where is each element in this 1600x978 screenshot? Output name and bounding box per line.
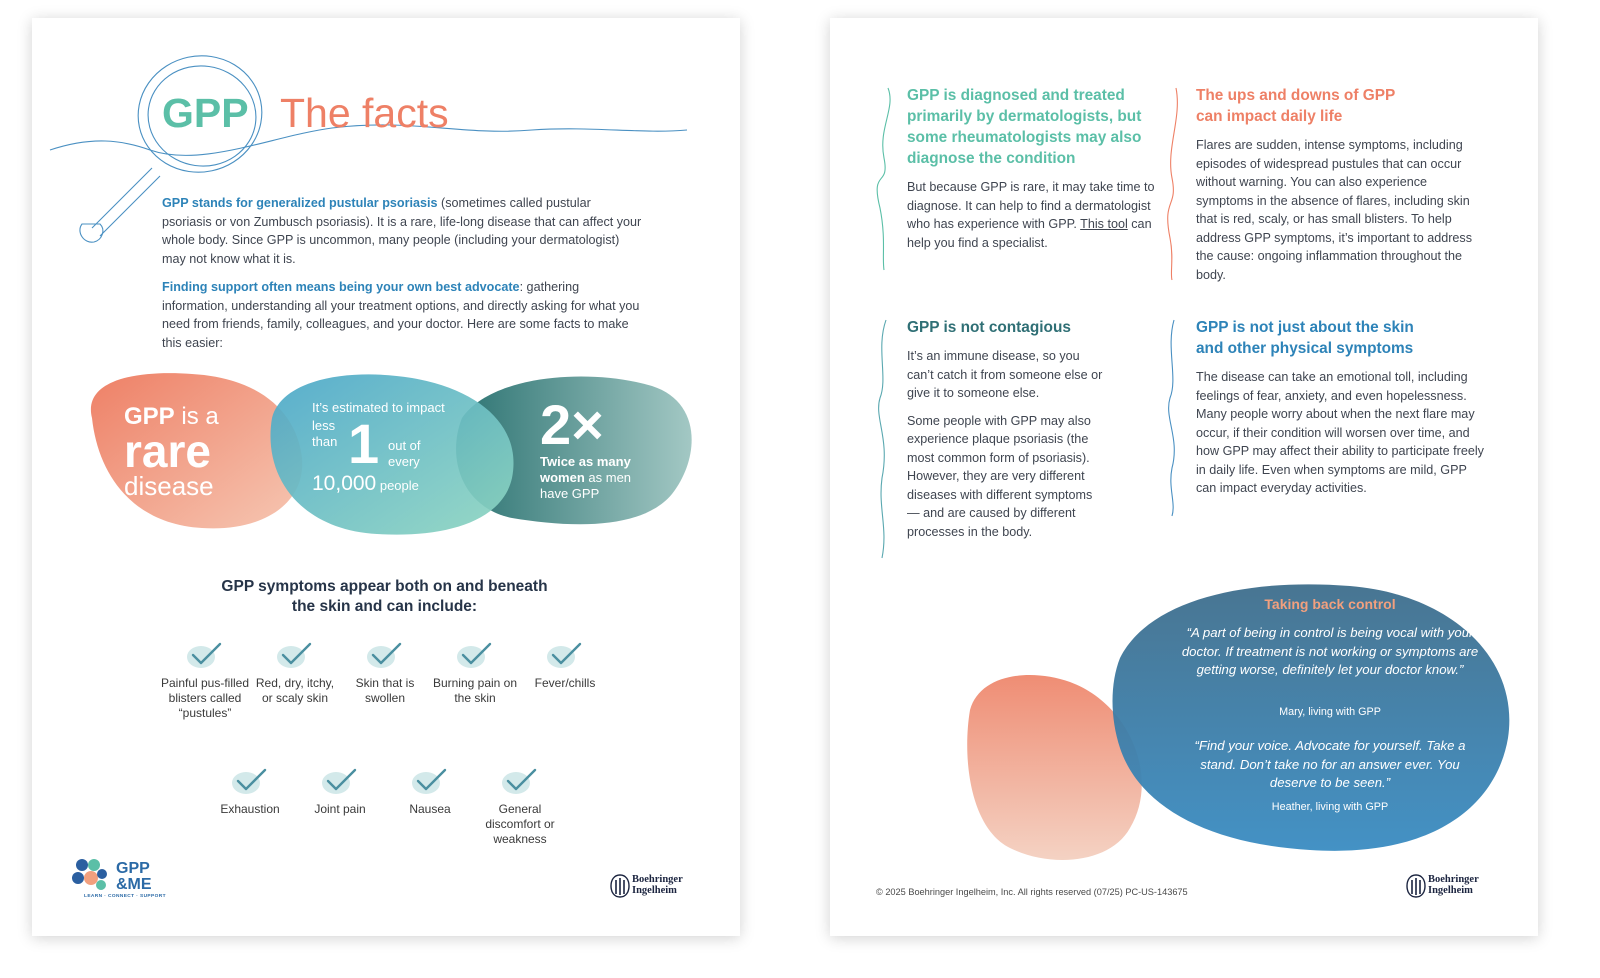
check-icon	[185, 640, 225, 670]
blob2-number: 10,000	[312, 472, 377, 495]
quote-mary: “A part of being in control is being vocal with your doctor. If treatment is not working or symptoms are getting worse, definitely let your doctor know.”	[1181, 625, 1479, 677]
symptom-label: Joint pain	[314, 802, 366, 816]
title-gpp: GPP	[162, 90, 249, 136]
check-icon	[500, 766, 540, 796]
blob3-line3: have GPP	[540, 486, 600, 501]
symptom-label: Nausea	[409, 802, 451, 816]
section-diagnosis-text-1: But because GPP is rare, it may take time to diagnose. It can help to find a dermatologist who has experience with GPP.	[907, 180, 1155, 231]
section-not-contagious-text-1: It’s an immune disease, so you can’t catch it from someone else or give it to someone else.	[907, 349, 1103, 400]
bi-name-line1: Boehringer	[632, 874, 683, 885]
check-icon	[545, 640, 585, 670]
boehringer-logo-icon	[610, 874, 630, 898]
logo-me-text: &ME	[116, 876, 152, 893]
section-ups-downs-title: The ups and downs of GPP can impact daily life	[1196, 87, 1395, 125]
blob2-text	[312, 400, 482, 495]
intro2-highlight: Finding support often means being your own best advocate	[162, 280, 520, 294]
symptom-item	[475, 766, 565, 847]
boehringer-logo	[610, 874, 700, 900]
symptom-item	[520, 640, 610, 691]
intro-paragraph-2	[162, 278, 642, 352]
check-icon	[320, 766, 360, 796]
logo-gpp-text: GPP	[116, 860, 150, 877]
intro1-highlight: GPP stands for generalized pustular psoriasis	[162, 196, 438, 210]
check-icon	[455, 640, 495, 670]
section-diagnosis	[907, 85, 1157, 261]
boehringer-logo-icon	[1406, 874, 1426, 898]
page-two	[830, 18, 1538, 936]
symptoms-heading: GPP symptoms appear both on and beneath the skin and can include:	[221, 578, 548, 615]
this-tool-link[interactable]: This tool	[1080, 217, 1128, 231]
blob3-line1: Twice as many	[540, 454, 631, 469]
logo-tagline: LEARN · CONNECT · SUPPORT	[84, 894, 166, 899]
intro1-text: (sometimes called pustular psoriasis or von Zumbusch psoriasis). It is a rare, life-long disease that can affect your whole body. Since GPP is uncommon, many people (including your dermatologist) may not know what it is.	[162, 196, 642, 266]
title-the-facts: The facts	[280, 90, 449, 136]
blob3-as-men: as men	[584, 470, 632, 485]
blob2-less: less	[312, 418, 336, 433]
blob3-2x: 2×	[540, 393, 604, 456]
blob1-gpp: GPP	[124, 403, 175, 430]
symptom-item	[205, 766, 295, 817]
section-emotional-title: GPP is not just about the skin and other physical symptoms	[1196, 319, 1414, 357]
section-emotional	[1196, 317, 1486, 507]
section-emotional-text: The disease can take an emotional toll, including feelings of fear, anxiety, and even hopelessness. Many people worry about when the next flare may occur, if their condition will worsen over time, and how GPP may affect their ability to participate freely in daily life. Even when symptoms are mild, GPP can impact everyday activities.	[1196, 370, 1484, 495]
symptom-label: Skin that is swollen	[355, 676, 415, 705]
symptom-label: Red, dry, itchy, or scaly skin	[255, 676, 335, 705]
blob2-every: every	[388, 454, 420, 469]
symptom-label: Exhaustion	[220, 802, 280, 816]
symptom-item	[160, 640, 250, 721]
symptom-item	[250, 640, 340, 706]
section-diagnosis-text-2: can help you find a specialist.	[907, 217, 1152, 250]
section-ups-downs-text: Flares are sudden, intense symptoms, including episodes of widespread pustules that can occur without warning. You can also experience symptoms in the absence of flares, including skin that is red, scaly, or has small blisters. To help address GPP symptoms, it’s important to address the cause: ongoing inflammation throughout the body.	[1196, 138, 1473, 282]
blob2-outof: out of	[388, 438, 421, 453]
symptom-item	[385, 766, 475, 817]
check-icon	[230, 766, 270, 796]
blob2-one: 1	[348, 412, 380, 475]
blob1-is-a: is a	[174, 403, 219, 430]
bi-name-line2: Ingelheim	[632, 885, 677, 896]
check-icon	[365, 640, 405, 670]
bi-name-line1: Boehringer	[1428, 874, 1479, 885]
blob2-top: It’s estimated to impact	[312, 400, 445, 415]
section-ups-downs	[1196, 85, 1486, 293]
symptom-label: Burning pain on the skin	[432, 676, 518, 705]
quote-mary-attribution: Mary, living with GPP	[1279, 706, 1381, 718]
symptom-item	[430, 640, 520, 706]
section-not-contagious-title: GPP is not contagious	[907, 319, 1071, 336]
intro-paragraph-1	[162, 194, 642, 268]
blob2-than: than	[312, 434, 338, 449]
section-not-contagious	[907, 317, 1103, 550]
blob3-text	[540, 393, 632, 502]
blob1-rare: rare	[124, 425, 211, 477]
section-not-contagious-text-2: Some people with GPP may also experience plaque psoriasis (the most common form of psoriasis). However, they are very different diseases with different symptoms — and are caused by different processes in the body.	[907, 413, 1093, 539]
blob2-people: people	[376, 478, 419, 493]
intro2-text: : gathering information, understanding all your treatment options, and directly asking for what you need from friends, family, colleagues, and your doctor. Here are some facts to make this easier:	[162, 280, 640, 350]
symptom-label: Painful pus-filled blisters called “pustules”	[160, 676, 250, 720]
page-one	[32, 18, 740, 936]
blob1-disease: disease	[124, 471, 214, 501]
copyright: © 2025 Boehringer Ingelheim, Inc. All rights reserved (07/25) PC-US-143675	[876, 887, 1188, 897]
bi-name-line2: Ingelheim	[1428, 885, 1473, 896]
symptom-item	[295, 766, 385, 817]
quote-heather: “Find your voice. Advocate for yourself. Take a stand. Don’t take no for an answer ever. You deserve to be seen.”	[1194, 738, 1466, 790]
gpp-me-logo	[72, 856, 164, 896]
symptom-item	[340, 640, 430, 706]
section-diagnosis-title: GPP is diagnosed and treated primarily by dermatologists, but some rheumatologists may also diagnose the condition	[907, 87, 1142, 167]
blob1-text	[124, 404, 219, 500]
symptom-label: Fever/chills	[534, 676, 596, 690]
quote-title: Taking back control	[1264, 596, 1396, 612]
check-icon	[275, 640, 315, 670]
boehringer-logo-page2	[1406, 874, 1496, 900]
blob3-women: women	[540, 470, 585, 485]
check-icon	[410, 766, 450, 796]
quote-heather-attribution: Heather, living with GPP	[1271, 801, 1389, 813]
symptom-label: General discomfort or weakness	[485, 802, 555, 846]
